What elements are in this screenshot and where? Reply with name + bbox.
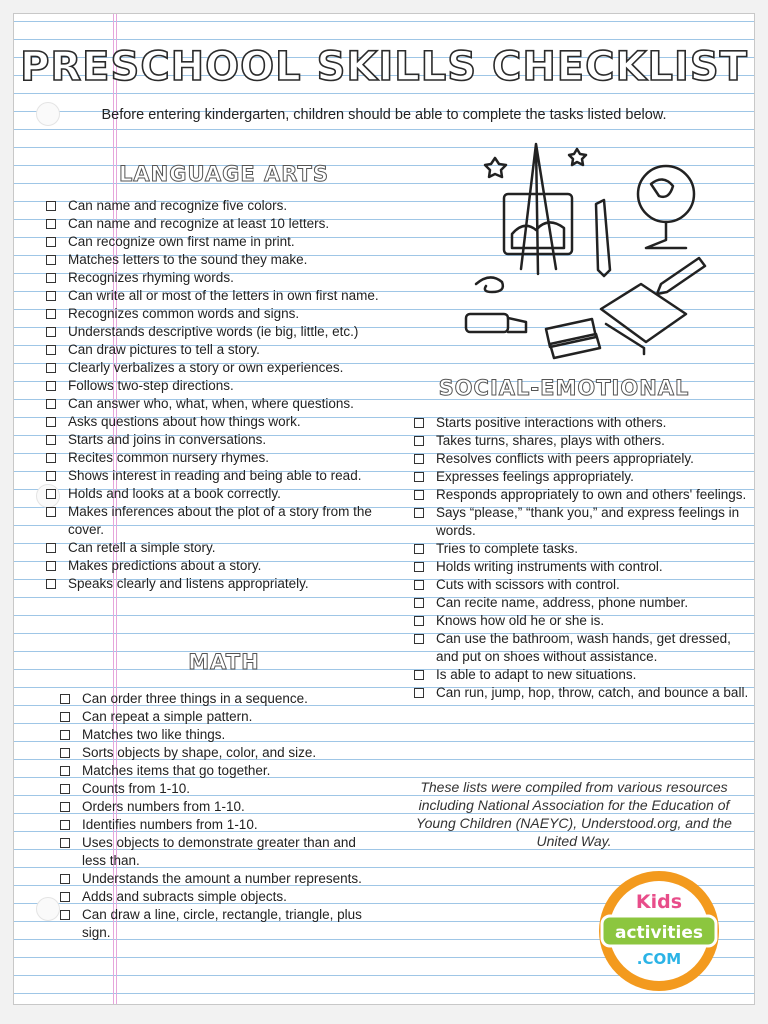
checklist-item-text: Can answer who, what, when, where questions. bbox=[68, 396, 354, 411]
checkbox[interactable] bbox=[46, 327, 56, 337]
checkbox[interactable] bbox=[60, 874, 70, 884]
checklist-item-text: Can write all or most of the letters in own first name. bbox=[68, 288, 379, 303]
math-list bbox=[60, 690, 370, 942]
checklist-item bbox=[46, 449, 401, 467]
logo-text: Kids bbox=[635, 891, 683, 913]
checklist-item bbox=[46, 287, 401, 305]
checklist-item-text: Makes inferences about the plot of a story from the cover. bbox=[68, 504, 372, 537]
checklist-item bbox=[46, 215, 401, 233]
checkbox[interactable] bbox=[46, 399, 56, 409]
checklist-item-text: Starts positive interactions with others. bbox=[436, 415, 667, 430]
checklist-item-text: Takes turns, shares, plays with others. bbox=[436, 433, 665, 448]
checklist-item bbox=[414, 576, 749, 594]
checklist-item bbox=[414, 666, 749, 684]
logo-text: activities bbox=[614, 923, 704, 943]
checkbox[interactable] bbox=[414, 490, 424, 500]
checklist-item-text: Can retell a simple story. bbox=[68, 540, 216, 555]
checkbox[interactable] bbox=[46, 363, 56, 373]
checklist-item bbox=[46, 251, 401, 269]
checklist-item-text: Expresses feelings appropriately. bbox=[436, 469, 634, 484]
checklist-item bbox=[60, 816, 370, 834]
checkbox[interactable] bbox=[46, 237, 56, 247]
checkbox[interactable] bbox=[414, 544, 424, 554]
checkbox[interactable] bbox=[46, 201, 56, 211]
checklist-item bbox=[414, 594, 749, 612]
checklist-item-text: Resolves conflicts with peers appropriately. bbox=[436, 451, 694, 466]
sources-note: These lists were compiled from various resources including National Association for the Education of Young Children (NAEYC), Understood.org, and the United Way. bbox=[416, 779, 732, 849]
checklist-item-text: Can recite name, address, phone number. bbox=[436, 595, 689, 610]
checklist-item-text: Is able to adapt to new situations. bbox=[436, 667, 637, 682]
checklist-item bbox=[60, 906, 370, 942]
checkbox[interactable] bbox=[414, 688, 424, 698]
checklist-item-text: Recites common nursery rhymes. bbox=[68, 450, 270, 465]
checklist-item-text: Understands the amount a number represents. bbox=[82, 871, 362, 886]
checkbox[interactable] bbox=[46, 291, 56, 301]
checklist-item-text: Responds appropriately to own and others' feelings. bbox=[436, 487, 747, 502]
checkbox[interactable] bbox=[60, 766, 70, 776]
checklist-item-text: Recognizes rhyming words. bbox=[68, 270, 234, 285]
checklist-item bbox=[414, 684, 749, 702]
checklist-item bbox=[414, 450, 749, 468]
checklist-item-text: Matches letters to the sound they make. bbox=[68, 252, 308, 267]
checkbox[interactable] bbox=[46, 273, 56, 283]
checkbox[interactable] bbox=[414, 670, 424, 680]
checklist-item-text: Recognizes common words and signs. bbox=[68, 306, 300, 321]
checkbox[interactable] bbox=[414, 472, 424, 482]
checkbox[interactable] bbox=[414, 634, 424, 644]
checkbox[interactable] bbox=[46, 453, 56, 463]
checklist-item-text: Can repeat a simple pattern. bbox=[82, 709, 253, 724]
checkbox[interactable] bbox=[414, 454, 424, 464]
checkbox[interactable] bbox=[60, 730, 70, 740]
checkbox[interactable] bbox=[414, 436, 424, 446]
checkbox[interactable] bbox=[60, 802, 70, 812]
book-icon bbox=[601, 284, 686, 342]
pencil-icon bbox=[657, 258, 705, 294]
checklist-item bbox=[60, 870, 370, 888]
checkbox[interactable] bbox=[46, 471, 56, 481]
checklist-item-text: Can name and recognize five colors. bbox=[68, 198, 288, 213]
checkbox[interactable] bbox=[46, 381, 56, 391]
checklist-item bbox=[414, 612, 749, 630]
checkbox[interactable] bbox=[414, 580, 424, 590]
globe-icon bbox=[638, 166, 694, 222]
checklist-item-text: Can draw pictures to tell a story. bbox=[68, 342, 260, 357]
checklist-item-text: Can recognize own first name in print. bbox=[68, 234, 295, 249]
checkbox[interactable] bbox=[414, 598, 424, 608]
checklist-item bbox=[60, 762, 370, 780]
checklist-item bbox=[414, 630, 749, 666]
checklist-item-text: Can draw a line, circle, rectangle, triangle, plus sign. bbox=[82, 907, 362, 940]
checklist-item-text: Makes predictions about a story. bbox=[68, 558, 262, 573]
checklist-item bbox=[414, 414, 749, 432]
checklist-item bbox=[60, 690, 370, 708]
checklist-item bbox=[46, 539, 401, 557]
checklist-item-text: Asks questions about how things work. bbox=[68, 414, 301, 429]
social-emotional-heading: SOCIAL-EMOTIONAL bbox=[438, 376, 690, 400]
checklist-item-text: Identifies numbers from 1-10. bbox=[82, 817, 258, 832]
checklist-item-text: Matches items that go together. bbox=[82, 763, 271, 778]
checkbox[interactable] bbox=[60, 910, 70, 920]
checkbox[interactable] bbox=[60, 694, 70, 704]
checkbox[interactable] bbox=[46, 255, 56, 265]
kids-activities-logo bbox=[594, 866, 724, 996]
checklist-item bbox=[414, 432, 749, 450]
checklist-item bbox=[414, 486, 749, 504]
checkbox[interactable] bbox=[414, 562, 424, 572]
language-arts-heading: LANGUAGE ARTS bbox=[119, 162, 329, 186]
checklist-item bbox=[46, 269, 401, 287]
star-icon bbox=[485, 158, 506, 177]
checklist-item-text: Says “please,” “thank you,” and express feelings in words. bbox=[436, 505, 740, 538]
checklist-item bbox=[46, 467, 401, 485]
checklist-item bbox=[60, 744, 370, 762]
logo-text: .COM bbox=[636, 950, 682, 968]
checklist-item bbox=[46, 359, 401, 377]
checklist-item-text: Speaks clearly and listens appropriately. bbox=[68, 576, 309, 591]
checklist-item bbox=[46, 341, 401, 359]
checklist-item-text: Can name and recognize at least 10 letters. bbox=[68, 216, 330, 231]
notebook-page bbox=[13, 13, 755, 1005]
language-arts-list bbox=[46, 197, 401, 593]
checklist-item bbox=[414, 504, 749, 540]
checklist-item bbox=[46, 503, 401, 539]
checkbox[interactable] bbox=[60, 820, 70, 830]
checkbox[interactable] bbox=[60, 784, 70, 794]
checkbox[interactable] bbox=[414, 616, 424, 626]
checklist-item bbox=[46, 413, 401, 431]
checklist-item bbox=[60, 726, 370, 744]
checklist-item bbox=[46, 575, 401, 593]
checklist-item bbox=[46, 305, 401, 323]
checklist-item-text: Clearly verbalizes a story or own experiences. bbox=[68, 360, 344, 375]
checklist-item bbox=[46, 197, 401, 215]
intro-text: Before entering kindergarten, children should be able to complete the tasks listed below. bbox=[101, 107, 667, 123]
checkbox[interactable] bbox=[46, 417, 56, 427]
checklist-item-text: Uses objects to demonstrate greater than and less than. bbox=[82, 835, 356, 868]
checklist-item-text: Follows two-step directions. bbox=[68, 378, 234, 393]
checklist-item-text: Counts from 1-10. bbox=[82, 781, 191, 796]
checklist-item bbox=[414, 468, 749, 486]
checklist-item-text: Matches two like things. bbox=[82, 727, 226, 742]
checklist-item-text: Can use the bathroom, wash hands, get dressed, and put on shoes without assistance. bbox=[436, 631, 731, 664]
school-supplies-illustration bbox=[446, 134, 716, 364]
checklist-item-text: Holds and looks at a book correctly. bbox=[68, 486, 281, 501]
glue-stick-icon bbox=[466, 314, 508, 332]
checklist-item-text: Holds writing instruments with control. bbox=[436, 559, 663, 574]
checkbox[interactable] bbox=[60, 748, 70, 758]
star-icon bbox=[569, 149, 586, 165]
checklist-item bbox=[46, 323, 401, 341]
checklist-item bbox=[60, 780, 370, 798]
checkbox[interactable] bbox=[60, 712, 70, 722]
checkbox[interactable] bbox=[46, 579, 56, 589]
checklist-item-text: Knows how old he or she is. bbox=[436, 613, 605, 628]
paintbrush-icon bbox=[596, 200, 610, 276]
checklist-item-text: Can order three things in a sequence. bbox=[82, 691, 308, 706]
checklist-item-text: Cuts with scissors with control. bbox=[436, 577, 620, 592]
checkbox[interactable] bbox=[46, 345, 56, 355]
checkbox[interactable] bbox=[46, 543, 56, 553]
checklist-item-text: Shows interest in reading and being able to read. bbox=[68, 468, 362, 483]
checkbox[interactable] bbox=[46, 219, 56, 229]
checklist-item-text: Sorts objects by shape, color, and size. bbox=[82, 745, 317, 760]
checklist-item-text: Can run, jump, hop, throw, catch, and bounce a ball. bbox=[436, 685, 749, 700]
checkbox[interactable] bbox=[46, 507, 56, 517]
checklist-item-text: Starts and joins in conversations. bbox=[68, 432, 267, 447]
checklist-item-text: Understands descriptive words (ie big, little, etc.) bbox=[68, 324, 359, 339]
checklist-item bbox=[46, 431, 401, 449]
page-title: PRESCHOOL SKILLS CHECKLIST bbox=[20, 44, 748, 90]
checklist-item bbox=[46, 485, 401, 503]
checklist-item bbox=[46, 557, 401, 575]
checklist-item bbox=[46, 377, 401, 395]
math-heading: MATH bbox=[188, 650, 260, 674]
checklist-item bbox=[60, 798, 370, 816]
checkbox[interactable] bbox=[60, 838, 70, 848]
binder-hole bbox=[36, 897, 60, 921]
checkbox[interactable] bbox=[46, 489, 56, 499]
checkbox[interactable] bbox=[46, 561, 56, 571]
social-emotional-list bbox=[414, 414, 749, 702]
checkbox[interactable] bbox=[414, 418, 424, 428]
checkbox[interactable] bbox=[46, 435, 56, 445]
checklist-item bbox=[60, 888, 370, 906]
checkbox[interactable] bbox=[414, 508, 424, 518]
checklist-item bbox=[46, 233, 401, 251]
checklist-item bbox=[414, 558, 749, 576]
checklist-item-text: Tries to complete tasks. bbox=[436, 541, 579, 556]
checklist-item bbox=[60, 834, 370, 870]
checkbox[interactable] bbox=[46, 309, 56, 319]
checklist-item bbox=[60, 708, 370, 726]
paperclip-icon bbox=[476, 277, 503, 292]
checklist-item-text: Adds and subracts simple objects. bbox=[82, 889, 287, 904]
checklist-item-text: Orders numbers from 1-10. bbox=[82, 799, 245, 814]
checklist-item bbox=[414, 540, 749, 558]
checkbox[interactable] bbox=[60, 892, 70, 902]
checklist-item bbox=[46, 395, 401, 413]
